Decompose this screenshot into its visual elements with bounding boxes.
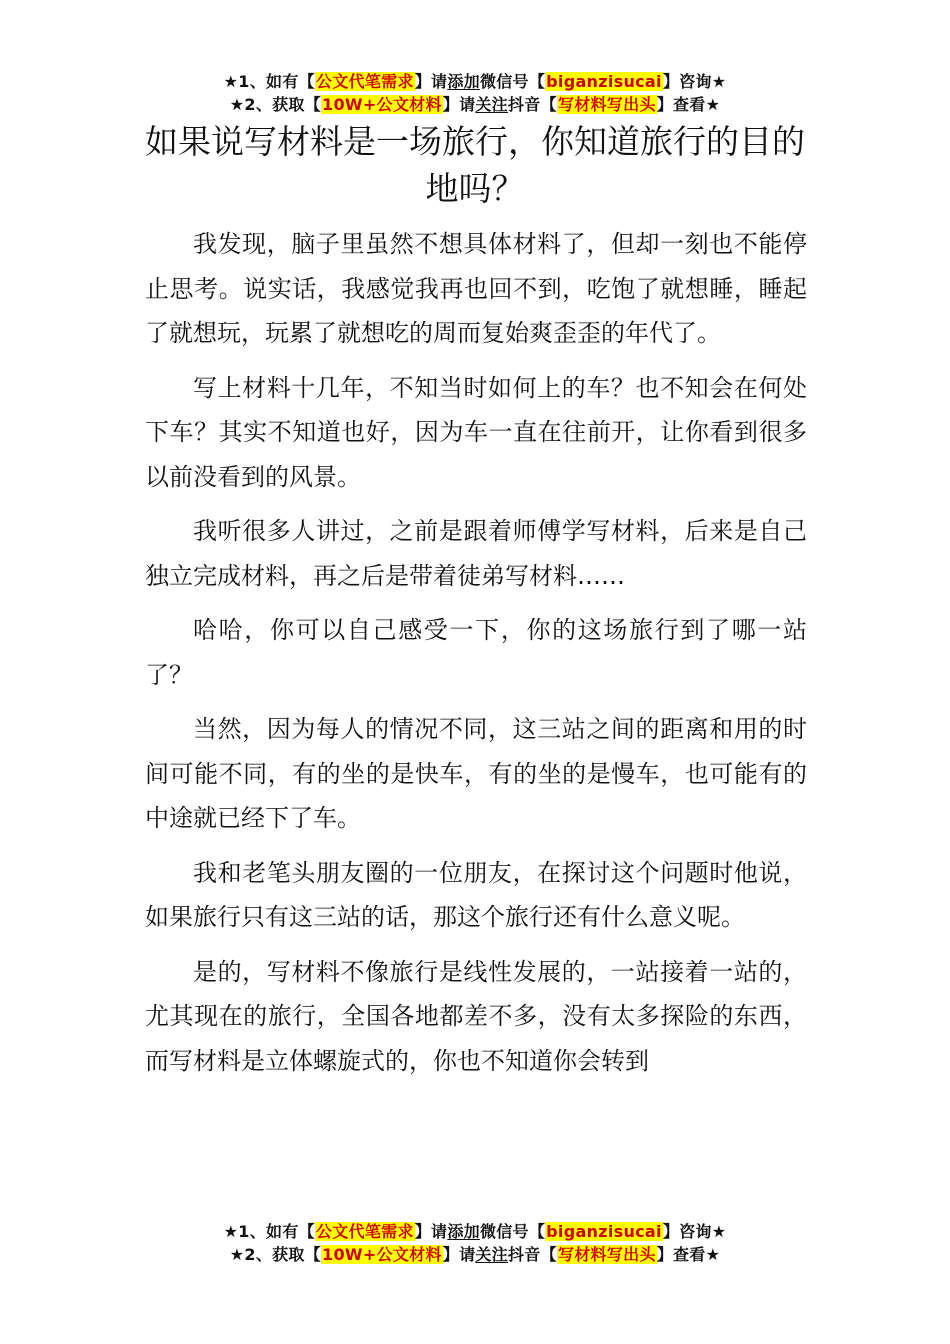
banner-text: ★1、如有【 <box>223 72 315 91</box>
banner-text: 】查看★ <box>656 1245 721 1264</box>
paragraph: 当然，因为每人的情况不同，这三站之间的距离和用的时间可能不同，有的坐的是快车，有的坐的是慢车，也可能有的中途就已经下了车。 <box>145 715 807 832</box>
highlight-wechat-id: biganzisucai <box>546 1222 662 1241</box>
banner-text: 】请 <box>414 1222 448 1241</box>
paragraph: 写上材料十几年，不知当时如何上的车？也不知会在何处下车？其实不知道也好，因为车一直在往前开，让你看到很多以前没看到的风景。 <box>145 373 807 491</box>
banner-text: 微信号【 <box>479 1222 546 1241</box>
highlight-materials: 10W+公文材料 <box>322 95 442 114</box>
highlight-douyin-account: 写材料写出头 <box>557 1245 656 1264</box>
banner-line-1 <box>0 1220 950 1243</box>
banner-text: 】咨询★ <box>662 1222 727 1241</box>
highlight-materials: 10W+公文材料 <box>322 1245 442 1264</box>
paragraph: 我听很多人讲过，之前是跟着师傅学写材料，后来是自己独立完成材料，再之后是带着徒弟写材料…… <box>145 517 807 590</box>
banner-text: 】查看★ <box>656 95 721 114</box>
banner-text: 抖音【 <box>507 95 557 114</box>
paragraph: 哈哈，你可以自己感受一下，你的这场旅行到了哪一站了？ <box>145 616 807 689</box>
banner-text: 】咨询★ <box>662 72 727 91</box>
banner-text: 】请 <box>442 95 476 114</box>
banner-text: ★2、获取【 <box>229 1245 322 1264</box>
banner-line-1 <box>0 70 950 93</box>
highlight-service: 公文代笔需求 <box>315 1222 414 1241</box>
banner-text: 】请 <box>414 72 448 91</box>
highlight-service: 公文代笔需求 <box>315 72 414 91</box>
paragraph: 是的，写材料不像旅行是线性发展的，一站接着一站的，尤其现在的旅行，全国各地都差不多，没有太多探险的东西，而写材料是立体螺旋式的，你也不知道你会转到 <box>145 957 807 1075</box>
banner-text: 微信号【 <box>479 72 546 91</box>
banner-line-2 <box>0 93 950 116</box>
banner-text: 】请 <box>442 1245 476 1264</box>
banner-emphasis: 关注 <box>475 95 508 114</box>
banner-emphasis: 关注 <box>475 1245 508 1264</box>
footer-banner <box>0 1220 950 1266</box>
banner-text: ★1、如有【 <box>223 1222 315 1241</box>
banner-text: 抖音【 <box>507 1245 557 1264</box>
paragraph: 我发现，脑子里虽然不想具体材料了，但却一刻也不能停止思考。说实话，我感觉我再也回不到，吃饱了就想睡，睡起了就想玩，玩累了就想吃的周而复始爽歪歪的年代了。 <box>145 230 807 347</box>
highlight-wechat-id: biganzisucai <box>546 72 662 91</box>
highlight-douyin-account: 写材料写出头 <box>557 95 656 114</box>
article-title: 如果说写材料是一场旅行，你知道旅行的目的地吗？ <box>145 122 805 208</box>
paragraph: 我和老笔头朋友圈的一位朋友，在探讨这个问题时他说，如果旅行只有这三站的话，那这个旅行还有什么意义呢。 <box>145 858 807 931</box>
banner-emphasis: 添加 <box>447 72 480 91</box>
banner-emphasis: 添加 <box>447 1222 480 1241</box>
banner-text: ★2、获取【 <box>229 95 322 114</box>
article-body <box>145 222 807 1093</box>
banner-line-2 <box>0 1243 950 1266</box>
header-banner <box>0 70 950 116</box>
